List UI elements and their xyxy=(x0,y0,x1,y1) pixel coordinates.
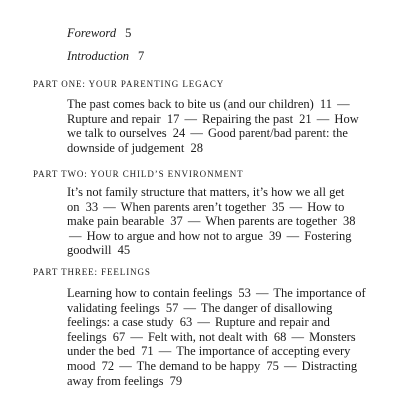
toc-entry-page: 53 xyxy=(235,286,251,300)
toc-entry-title: Good parent/bad parent: the downside of judgement xyxy=(67,126,348,155)
part-entries xyxy=(67,185,367,258)
toc-entry-page: 57 xyxy=(162,300,179,315)
toc-entry-title: When parents aren’t together xyxy=(120,199,266,214)
toc-entry-page: 28 xyxy=(187,140,203,155)
toc-entry-title: The danger of disallowing feelings: a case study xyxy=(67,300,333,330)
front-matter-foreword xyxy=(67,26,131,40)
toc-separator: — xyxy=(183,300,196,315)
toc-entry-title: Learning how to contain feelings xyxy=(67,286,233,300)
toc-entry-page: 35 xyxy=(268,199,285,214)
toc-separator: — xyxy=(130,329,143,344)
toc-entry-page: 71 xyxy=(138,344,154,359)
toc-entry xyxy=(205,214,355,228)
toc-entry xyxy=(148,330,286,344)
toc-entry-page: 75 xyxy=(263,358,279,373)
toc-entry-page: 37 xyxy=(167,214,183,229)
toc-entry-title: When parents are together xyxy=(205,214,337,229)
toc-separator: — xyxy=(184,111,197,126)
toc-entry-title: The past comes back to bite us (and our children) xyxy=(67,97,314,111)
toc-separator: — xyxy=(158,344,172,359)
toc-separator: — xyxy=(316,111,330,126)
toc-separator: — xyxy=(289,199,303,214)
toc-entry-page: 67 xyxy=(109,329,126,344)
toc-entry-title: Rupture and repair xyxy=(67,111,161,126)
toc-entry xyxy=(67,97,332,111)
toc-entry-title: Rupture and repair and feelings xyxy=(67,315,330,344)
front-matter-introduction xyxy=(67,49,144,63)
toc-separator: — xyxy=(283,358,297,373)
toc-entry-page: 21 xyxy=(296,111,312,126)
part-heading: PART THREE: FEELINGS xyxy=(33,267,151,277)
toc-entry-title: Felt with, not dealt with xyxy=(147,329,268,344)
toc-entry-page: 39 xyxy=(265,228,282,243)
toc-entry-title: Fostering goodwill xyxy=(67,228,352,258)
toc-separator: — xyxy=(337,97,350,111)
toc-separator: — xyxy=(291,329,304,344)
toc-entry-page: 68 xyxy=(270,329,287,344)
toc-separator: — xyxy=(197,315,210,330)
part-heading: PART ONE: YOUR PARENTING LEGACY xyxy=(33,79,225,89)
toc-entry-page: 24 xyxy=(169,126,186,141)
toc-entry xyxy=(87,229,282,243)
toc-entry xyxy=(121,200,285,214)
toc-separator: — xyxy=(190,126,203,141)
toc-entry xyxy=(67,286,251,300)
toc-separator: — xyxy=(286,228,300,243)
toc-entry-title: How to argue and how not to argue xyxy=(86,228,263,243)
toc-entry-page: 11 xyxy=(316,97,332,111)
toc-entry-title: Repairing the past xyxy=(202,111,294,126)
front-matter-title: Foreword xyxy=(67,26,117,40)
toc-entry-title: The demand to be happy xyxy=(136,358,261,373)
toc-separator: — xyxy=(69,228,82,243)
toc-entry-page: 33 xyxy=(82,199,99,214)
toc-entry-page: 79 xyxy=(166,373,183,388)
part-entries xyxy=(67,286,367,388)
toc-separator: — xyxy=(119,358,132,373)
toc-entry-title: How we talk to ourselves xyxy=(67,111,359,141)
toc-separator: — xyxy=(103,199,116,214)
toc-entry-title: The importance of validating feelings xyxy=(67,286,366,315)
toc-entry-title: Monsters under the bed xyxy=(67,329,356,359)
toc-entry-title: How to make pain bearable xyxy=(67,199,345,229)
toc-entry-title: It’s not family structure that matters, it’s how we all get on xyxy=(67,185,345,214)
toc-entry-title: The importance of accepting every mood xyxy=(67,344,351,373)
front-matter-page: 7 xyxy=(138,49,145,63)
toc-separator: — xyxy=(255,286,269,300)
toc-entry-page: 38 xyxy=(339,214,356,229)
toc-entry-title: Distracting away from feelings xyxy=(67,358,358,388)
front-matter-title: Introduction xyxy=(67,49,130,63)
toc-entry-page: 17 xyxy=(163,111,180,126)
toc-entry xyxy=(202,112,312,126)
toc-entry xyxy=(67,112,179,126)
front-matter-page: 5 xyxy=(125,26,132,40)
toc-entry-page: 45 xyxy=(114,243,131,258)
toc-entry xyxy=(137,359,279,373)
toc-entry-page: 72 xyxy=(98,358,115,373)
part-entries xyxy=(67,97,367,155)
part-heading: PART TWO: YOUR CHILD’S ENVIRONMENT xyxy=(33,169,244,179)
toc-separator: — xyxy=(187,214,201,229)
toc-entry-page: 63 xyxy=(176,315,193,330)
